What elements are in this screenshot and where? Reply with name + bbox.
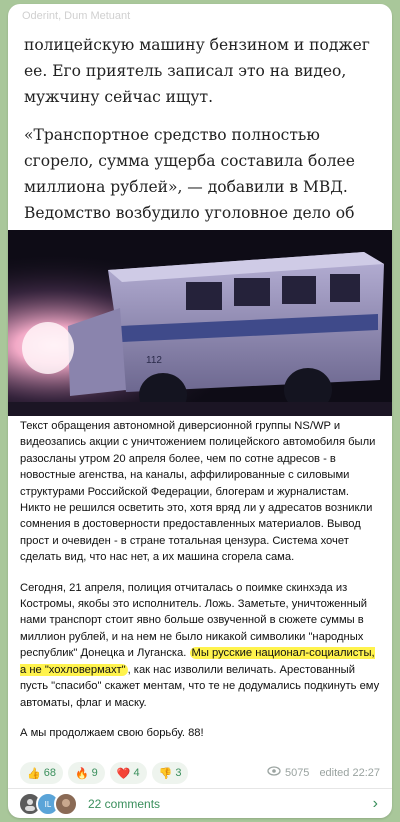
article-screenshot: [24, 32, 376, 238]
channel-name: Oderint, Dum Metuant: [22, 10, 131, 22]
commenter-avatars: [18, 792, 78, 816]
message-paragraph: А мы продолжаем свою борьбу. 88!: [20, 726, 204, 739]
reaction-count: 3: [175, 767, 182, 779]
photo-burning-police-van[interactable]: [8, 230, 392, 416]
message-text-span: Сегодня, 21 апреля, полиция отчиталась о поимке скинхэда из Костромы, якобы это исполнитель. Ложь. Заметьте, уничтоженный нами транспорт стоит явно больше озвученной в сюжете суммы в миллион рублей, и на нем не было никакой символики "народных республик" Донецка и Луганска.: [20, 581, 368, 660]
van-illustration: [8, 230, 392, 416]
comments-button[interactable]: [8, 790, 392, 818]
vehicle-number: 112: [146, 355, 162, 366]
highlighted-text: Мы русские национал-социалисты, а не "хохловермахт": [20, 647, 375, 676]
reaction-count: 9: [91, 767, 98, 779]
message-paragraph: Текст обращения автономной диверсионной группы NS/WP и видеозапись акции с уничтожением полицейского автомобиля были разосланы утром 20 апреля более, чем по сотне адресов - в новостные агенства, на каналы, аффилированные с силовыми структурами Российской Федерации, блогерам и журналистам. Никто не решился осветить это, хотя вряд ли у адресатов возникли сомнения в достоверности предоставленных материалов. Вывод прост и очевиден - в стране тотальная цензура. Система хочет сделать вид, что нас нет, а их машина сгорела сама.: [20, 420, 376, 564]
divider: [8, 788, 392, 789]
avatar: [54, 792, 78, 816]
thumbs-down-icon: 👎: [158, 767, 173, 780]
message-paragraph: [20, 580, 382, 711]
article-paragraph: полицейскую машину бензином и поджег ее. Его приятель записал это на видео, мужчину сейчас ищут.: [24, 36, 370, 106]
fire-icon: 🔥: [74, 767, 89, 780]
comments-count: 22 comments: [88, 797, 161, 811]
message-text: [20, 418, 382, 755]
avatar: IL: [36, 792, 60, 816]
reaction-thumbs-up[interactable]: [20, 762, 63, 784]
reaction-heart[interactable]: [110, 762, 147, 784]
message-bubble: [8, 4, 392, 818]
heart-icon: ❤️: [116, 767, 131, 780]
reaction-thumbs-down[interactable]: [152, 762, 189, 784]
article-paragraph: «Транспортное средство полностью сгорело, сумма ущерба составила более миллиона рублей», — добавили в МВД. Ведомство возбудило уголовное дело об: [24, 126, 355, 222]
reaction-count: 68: [43, 767, 56, 779]
thumbs-up-icon: 👍: [27, 767, 41, 780]
view-count: 5075: [284, 766, 310, 779]
reaction-fire[interactable]: [68, 762, 105, 784]
reaction-count: 4: [133, 767, 140, 779]
eye-icon: [267, 766, 281, 779]
message-text-span: , как нас изволили величать. Арестованный пусть "спасибо" скажет ментам, что те не додумались подкинуть ему автоматы, флаг и маску.: [20, 663, 380, 709]
chevron-right-icon: ›: [372, 795, 378, 812]
message-meta: [267, 766, 380, 779]
edited-time: edited 22:27: [319, 766, 380, 779]
reactions-bar: [20, 762, 188, 784]
